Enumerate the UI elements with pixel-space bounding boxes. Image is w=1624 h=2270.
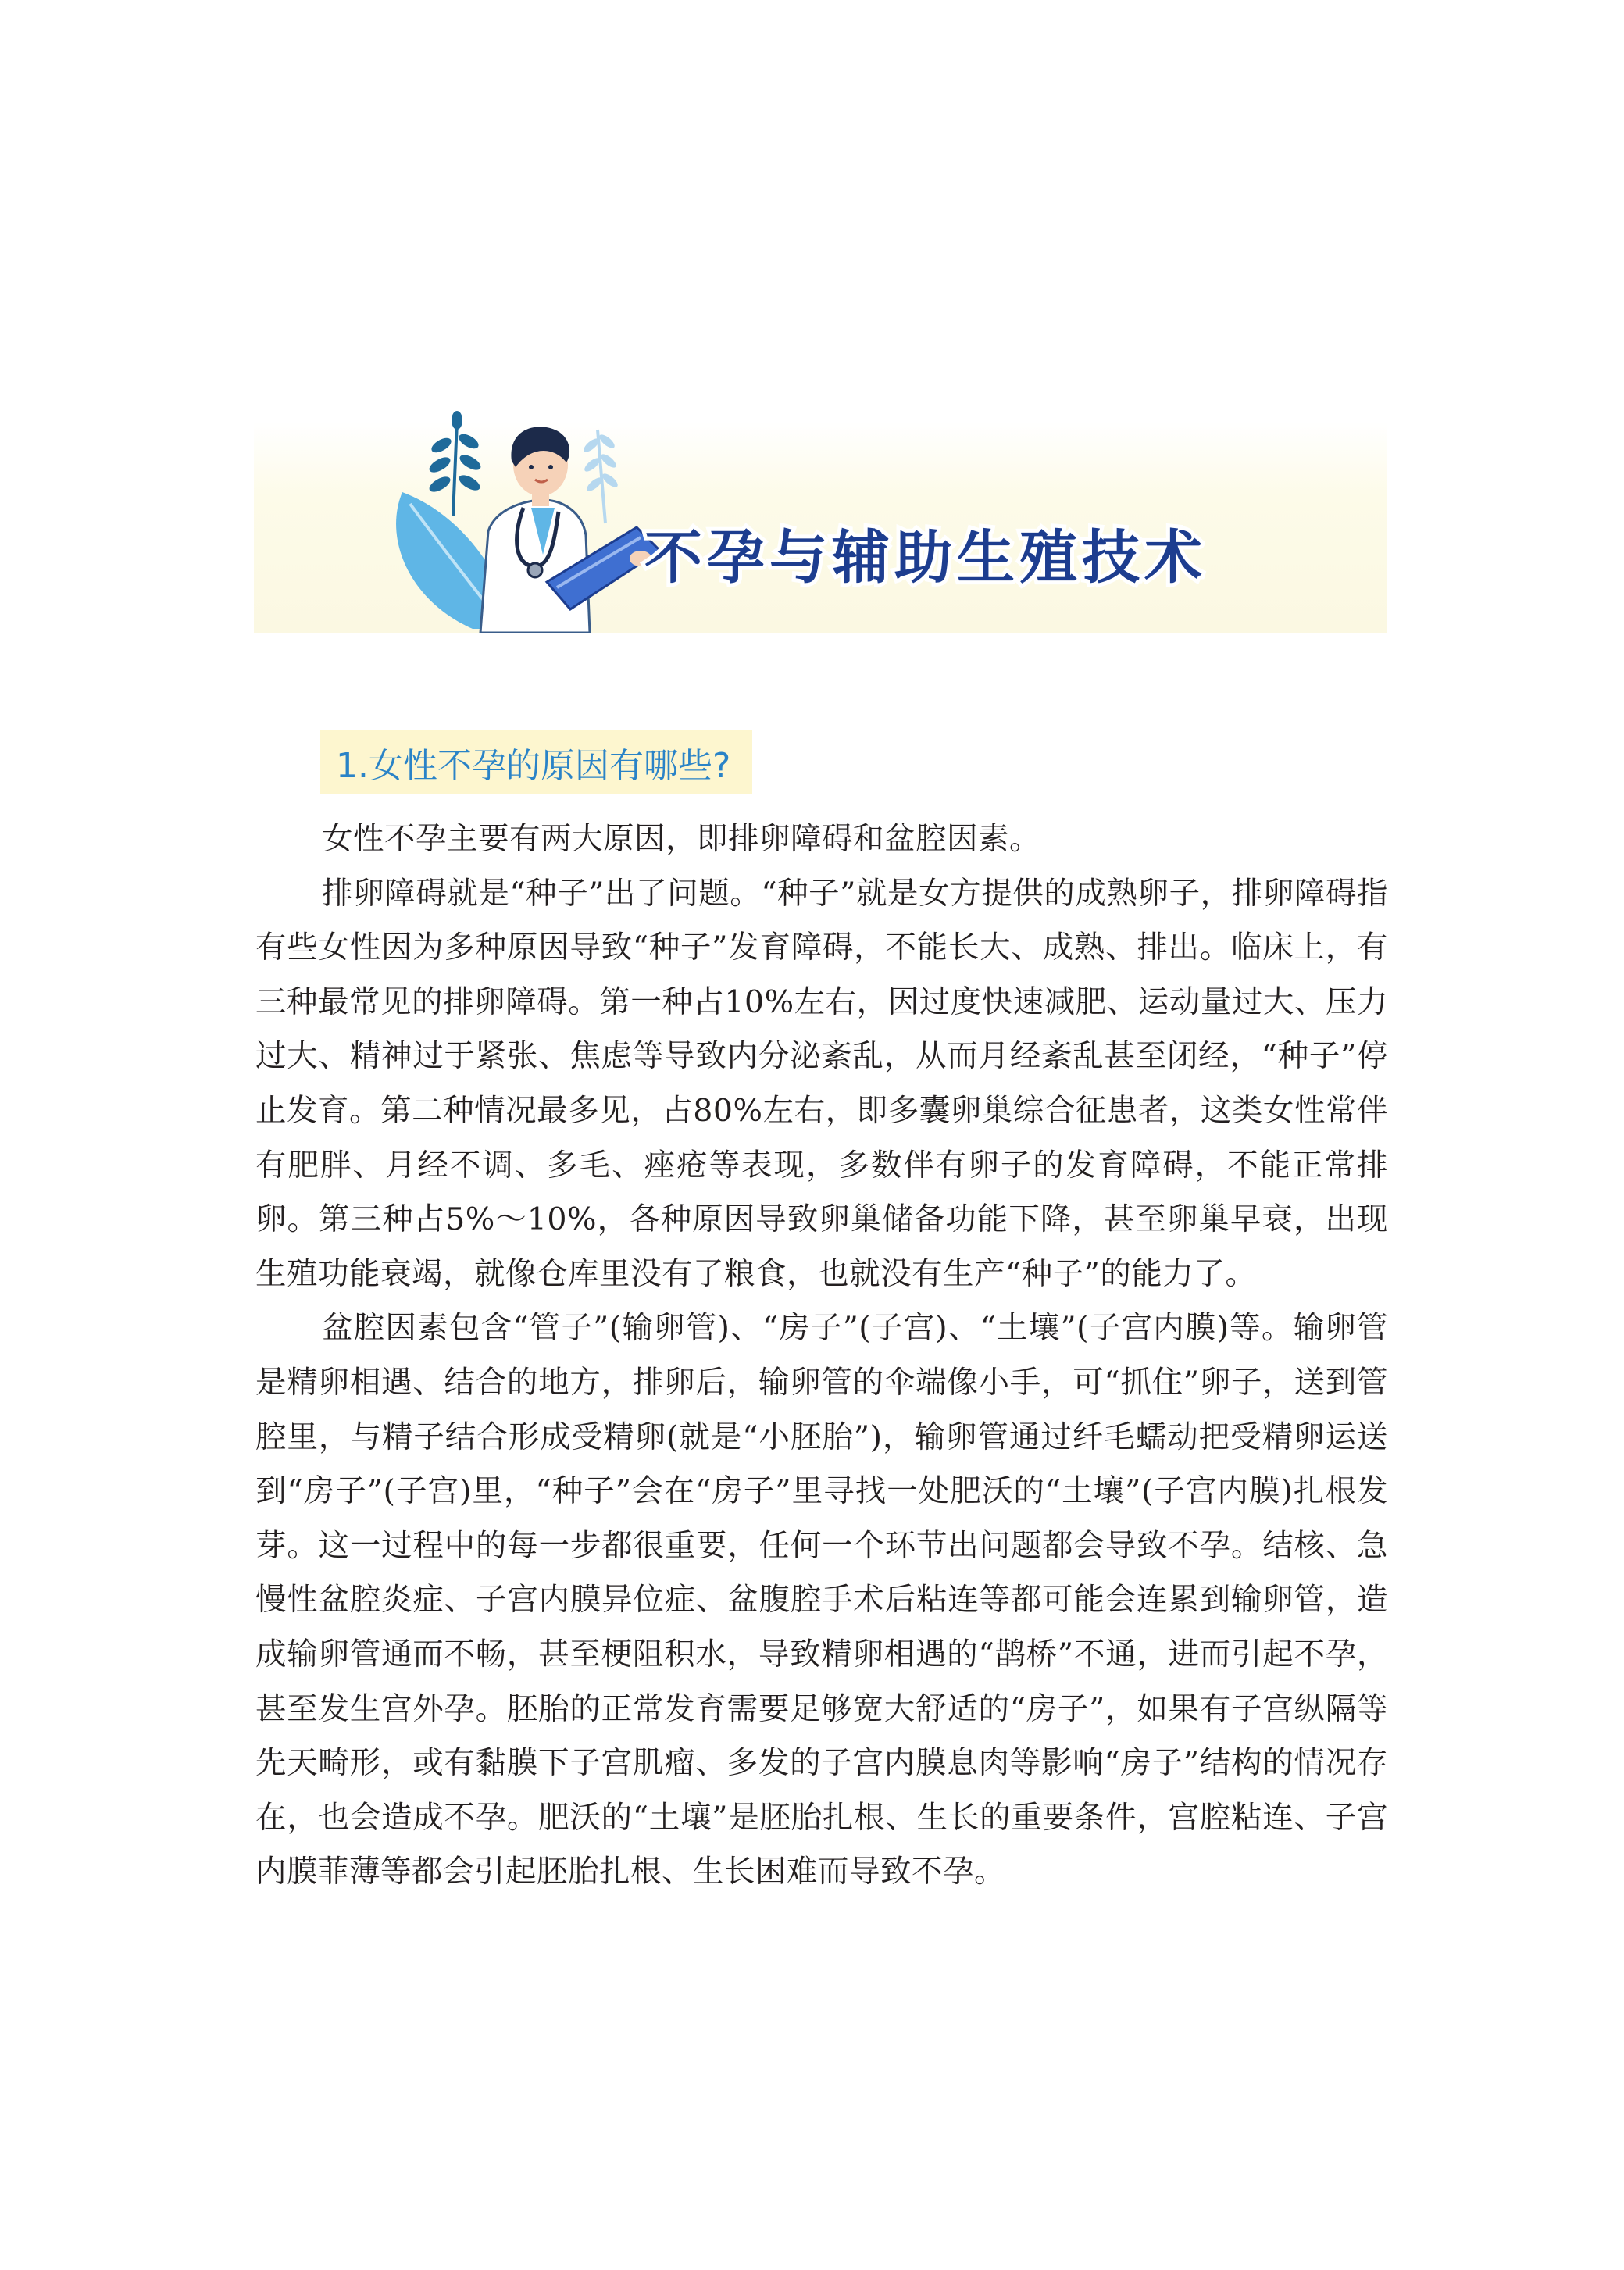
chapter-banner xyxy=(254,422,1387,633)
article-body xyxy=(255,812,1388,1900)
paragraph-intro: 女性不孕主要有两大原因，即排卵障碍和盆腔因素。 xyxy=(322,821,1040,857)
wheat-icon xyxy=(582,430,620,523)
question-heading-box xyxy=(320,730,752,794)
fern-icon xyxy=(427,411,484,516)
question-title: 1.女性不孕的原因有哪些? xyxy=(336,746,731,786)
doctor-illustration xyxy=(379,398,676,633)
paragraph-pelvic-factors: 盆腔因素包含“管子”(输卵管)、“房子”(子宫)、“土壤”(子宫内膜)等。输卵管是精卵相遇、结合的地方，排卵后，输卵管的伞端像小手，可“抓住”卵子，送到管腔里，与精子结合形成受精卵(就是“小胚胎”)，输卵管通过纤毛蠕动把受精卵运送到“房子”(子宫)里，“种子”会在“房子”里寻找一处肥沃的“土壤”(子宫内膜)扎根发芽。这一过程中的每一步都很重要，任何一个环节出问题都会导致不孕。结核、急慢性盆腔炎症、子宫内膜异位症、盆腹腔手术后粘连等都可能会连累到输卵管，造成输卵管通而不畅，甚至梗阻积水，导致精卵相遇的“鹊桥”不通，进而引起不孕，甚至发生宫外孕。胚胎的正常发育需要足够宽大舒适的“房子”，如果有子宫纵隔等先天畸形，或有黏膜下子宫肌瘤、多发的子宫内膜息肉等影响“房子”结构的情况存在，也会造成不孕。肥沃的“土壤”是胚胎扎根、生长的重要条件，宫腔粘连、子宫内膜菲薄等都会引起胚胎扎根、生长困难而导致不孕。 xyxy=(255,1310,1388,1890)
chapter-title: 不孕与辅助生殖技术 xyxy=(644,524,1207,591)
paragraph-ovulation-disorder: 排卵障碍就是“种子”出了问题。“种子”就是女方提供的成熟卵子，排卵障碍指有些女性因为多种原因导致“种子”发育障碍，不能长大、成熟、排出。临床上，有三种最常见的排卵障碍。第一种占10%左右，因过度快速减肥、运动量过大、压力过大、精神过于紧张、焦虑等导致内分泌紊乱，从而月经紊乱甚至闭经，“种子”停止发育。第二种情况最多见，占80%左右，即多囊卵巢综合征患者，这类女性常伴有肥胖、月经不调、多毛、痤疮等表现，多数伴有卵子的发育障碍，不能正常排卵。第三种占5%～10%，各种原因导致卵巢储备功能下降，甚至卵巢早衰，出现生殖功能衰竭，就像仓库里没有了粮食，也就没有生产“种子”的能力了。 xyxy=(255,875,1388,1292)
